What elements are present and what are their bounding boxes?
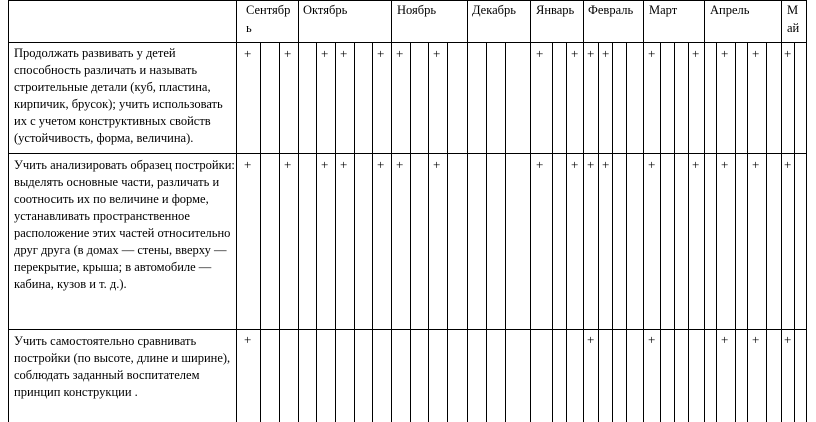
column-divider — [428, 42, 429, 422]
column-divider — [794, 42, 795, 422]
table-border — [236, 0, 237, 422]
plus-mark: + — [721, 157, 729, 172]
month-header: Март — [649, 3, 678, 17]
plus-mark: + — [721, 46, 729, 61]
column-divider — [505, 42, 506, 422]
plus-mark: + — [648, 332, 656, 347]
column-divider — [552, 42, 553, 422]
month-header: Май — [787, 3, 800, 35]
plus-mark: + — [648, 46, 656, 61]
plus-mark: + — [433, 46, 441, 61]
column-divider — [566, 42, 567, 422]
column-divider — [781, 42, 782, 422]
column-divider — [688, 42, 689, 422]
column-divider — [643, 0, 644, 42]
plus-mark: + — [396, 46, 404, 61]
month-header: Сентябрь — [246, 3, 291, 35]
plus-mark: + — [648, 157, 656, 172]
task-text: Продолжать развивать у детей способность различать и называть строительные детали (куб, пластина, кирпичик, брусок); учить использовать их с учетом конструктивных свойств (устойчивость, форма, величина). — [14, 46, 223, 145]
row-divider — [8, 42, 807, 43]
row-divider — [8, 329, 807, 330]
column-divider — [747, 42, 748, 422]
plus-mark: + — [571, 157, 579, 172]
column-divider — [612, 42, 613, 422]
month-header: Октябрь — [303, 3, 348, 17]
column-divider — [467, 42, 468, 422]
plus-mark: + — [536, 157, 544, 172]
plus-mark: + — [396, 157, 404, 172]
task-text: Учить самостоятельно сравнивать постройки (по высоте, длине и ширине), соблюдать заданный воспитателем принцип конструкции . — [14, 334, 231, 399]
plus-mark: + — [587, 157, 595, 172]
plus-mark: + — [692, 46, 700, 61]
table-border — [806, 0, 807, 422]
column-divider — [781, 0, 782, 42]
column-divider — [298, 42, 299, 422]
plus-mark: + — [587, 46, 595, 61]
column-divider — [260, 42, 261, 422]
row-divider — [8, 153, 807, 154]
plus-mark: + — [340, 157, 348, 172]
column-divider — [354, 42, 355, 422]
plus-mark: + — [752, 332, 760, 347]
plus-mark: + — [321, 46, 329, 61]
column-divider — [735, 42, 736, 422]
plus-mark: + — [536, 46, 544, 61]
task-text: Учить анализировать образец постройки: выделять основные части, различать и соотносить их по величине и форме, устанавливать пространственное расположение этих частей относительно друг друга (в домах — стены, вверху — перекрытие, крыша; в автомобиле — кабина, кузов и т. д.). — [14, 158, 235, 291]
column-divider — [583, 42, 584, 422]
plus-mark: + — [244, 157, 252, 172]
plus-mark: + — [321, 157, 329, 172]
column-divider — [486, 42, 487, 422]
plus-mark: + — [377, 46, 385, 61]
plus-mark: + — [784, 46, 792, 61]
plus-mark: + — [602, 46, 610, 61]
plus-mark: + — [340, 46, 348, 61]
plus-mark: + — [784, 157, 792, 172]
plus-mark: + — [244, 332, 252, 347]
column-divider — [530, 42, 531, 422]
column-divider — [391, 0, 392, 42]
plus-mark: + — [377, 157, 385, 172]
plus-mark: + — [284, 46, 292, 61]
month-header: Январь — [536, 3, 575, 17]
column-divider — [279, 42, 280, 422]
plus-mark: + — [752, 46, 760, 61]
plus-mark: + — [433, 157, 441, 172]
column-divider — [704, 42, 705, 422]
column-divider — [643, 42, 644, 422]
plus-mark: + — [244, 46, 252, 61]
month-header: Декабрь — [472, 3, 516, 17]
column-divider — [530, 0, 531, 42]
column-divider — [704, 0, 705, 42]
column-divider — [447, 42, 448, 422]
column-divider — [716, 42, 717, 422]
column-divider — [660, 42, 661, 422]
month-header: Ноябрь — [397, 3, 437, 17]
plus-mark: + — [784, 332, 792, 347]
column-divider — [316, 42, 317, 422]
column-divider — [674, 42, 675, 422]
column-divider — [467, 0, 468, 42]
plus-mark: + — [587, 332, 595, 347]
column-divider — [410, 42, 411, 422]
plus-mark: + — [721, 332, 729, 347]
column-divider — [598, 42, 599, 422]
plus-mark: + — [692, 157, 700, 172]
column-divider — [626, 42, 627, 422]
plus-mark: + — [602, 157, 610, 172]
column-divider — [391, 42, 392, 422]
column-divider — [583, 0, 584, 42]
column-divider — [335, 42, 336, 422]
month-header: Февраль — [588, 3, 634, 17]
table-border — [8, 0, 9, 422]
column-divider — [766, 42, 767, 422]
column-divider — [372, 42, 373, 422]
plus-mark: + — [284, 157, 292, 172]
plus-mark: + — [752, 157, 760, 172]
month-header: Апрель — [710, 3, 750, 17]
column-divider — [298, 0, 299, 42]
plus-mark: + — [571, 46, 579, 61]
